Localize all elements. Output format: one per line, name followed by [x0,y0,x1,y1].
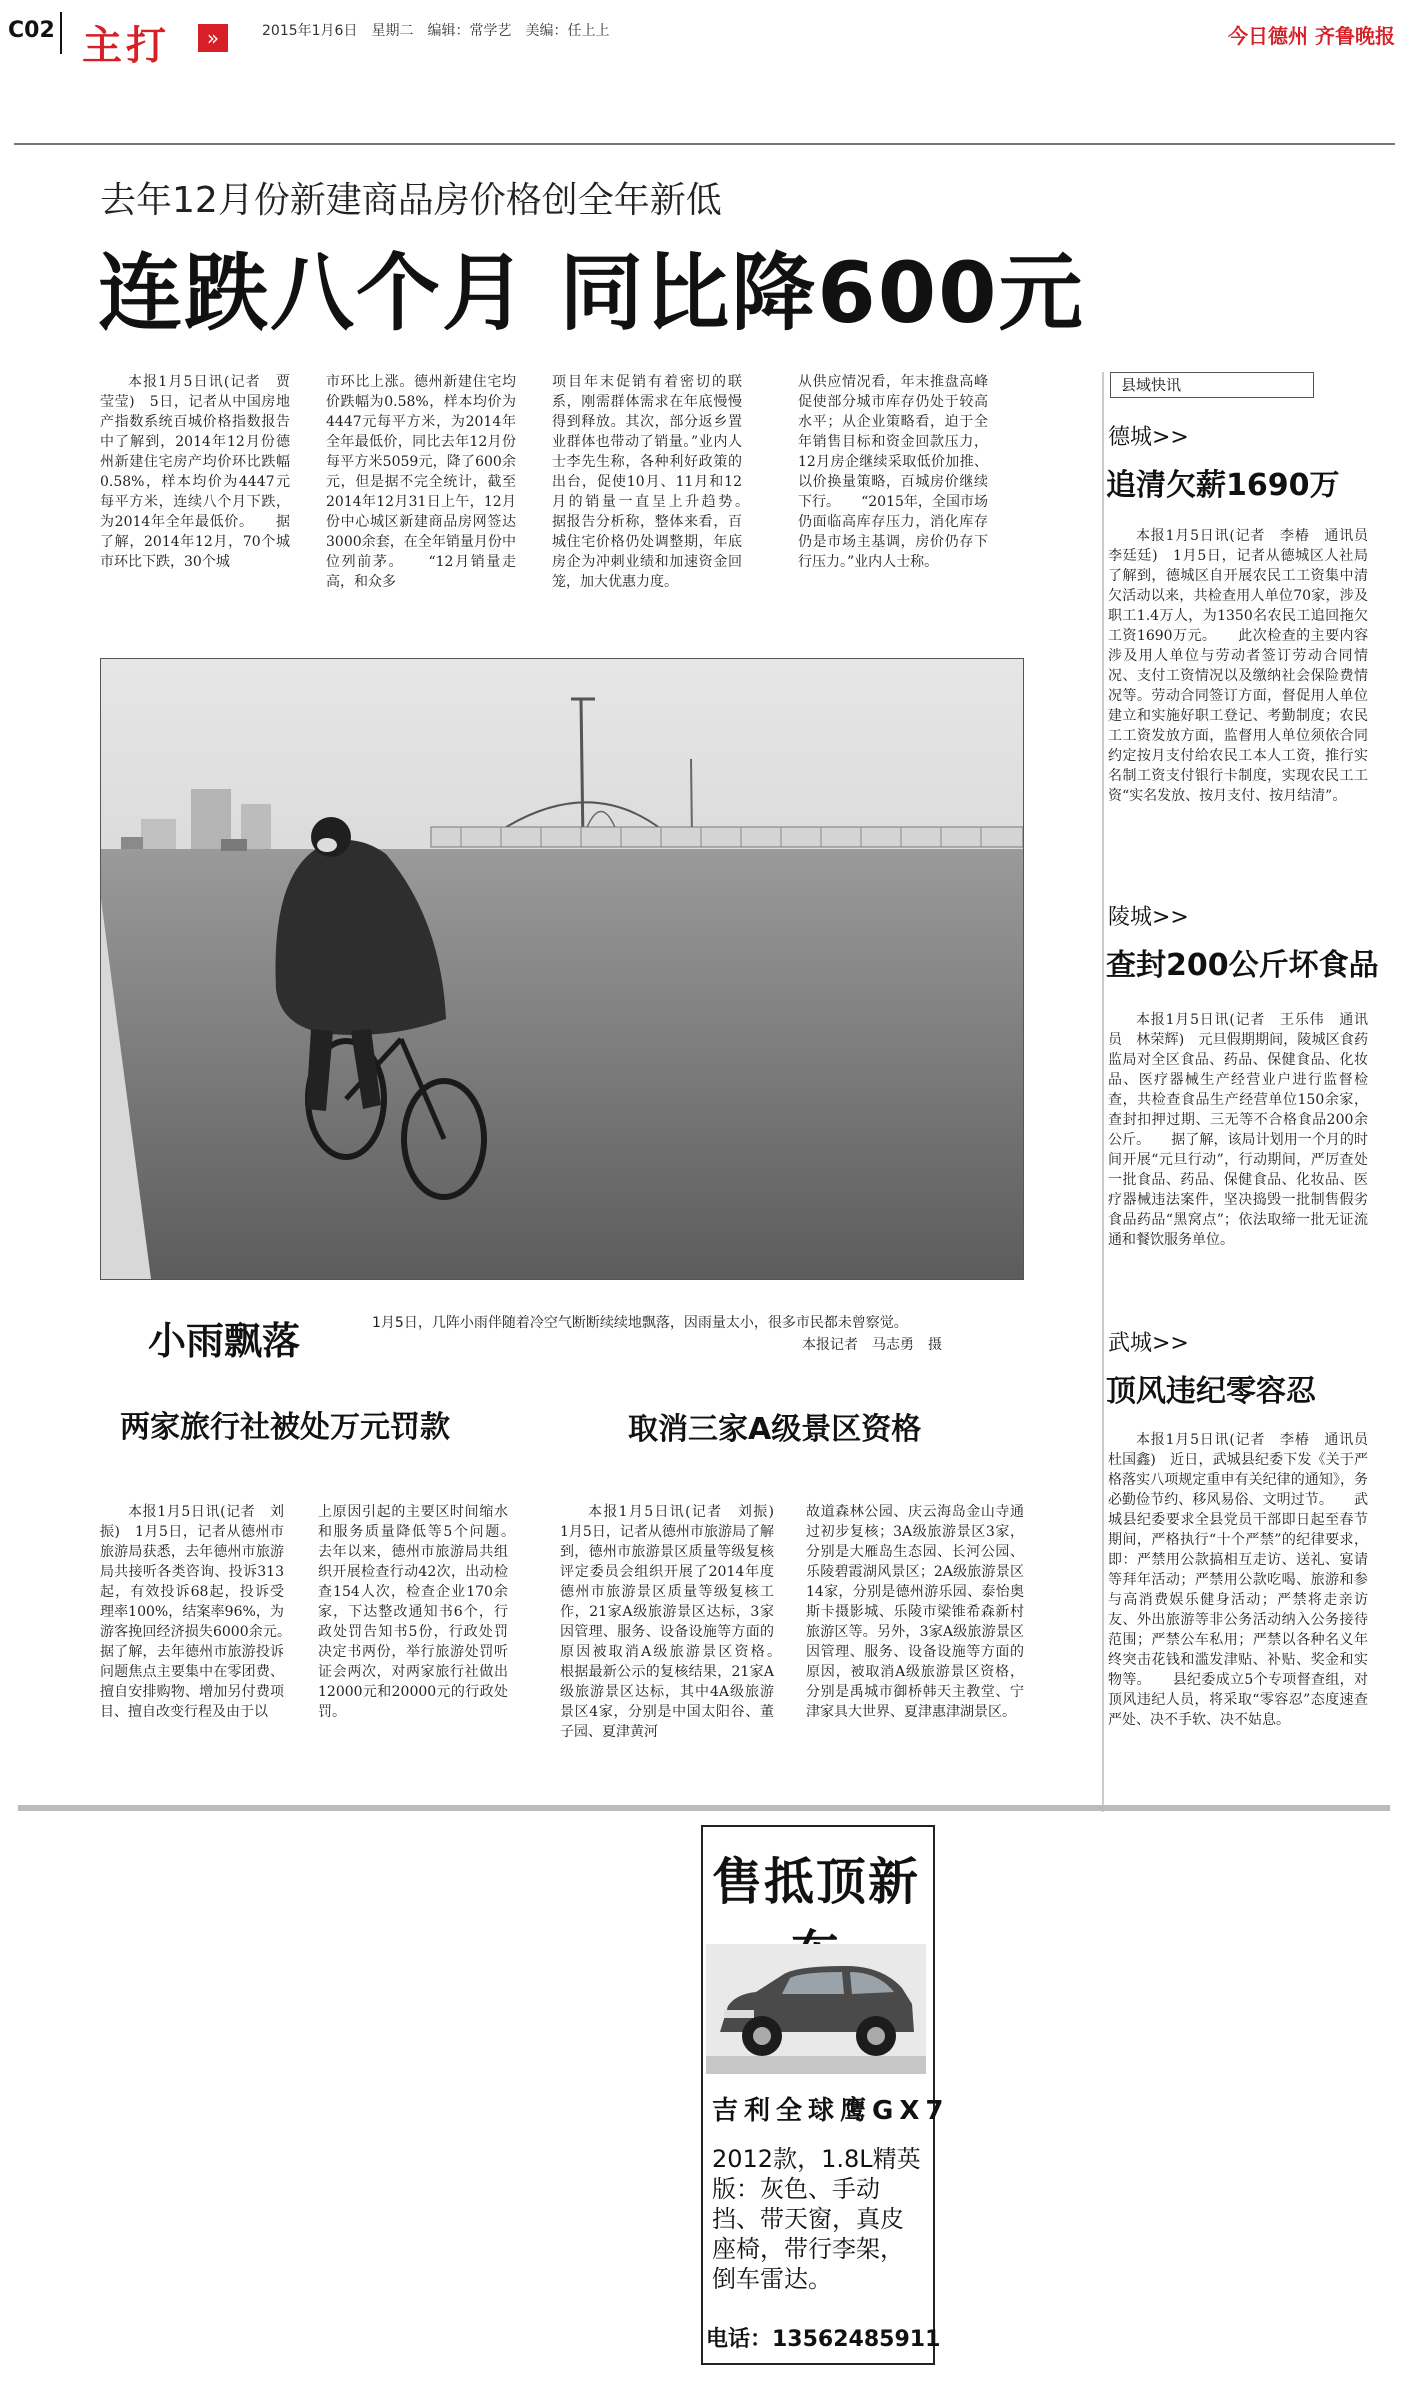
story2-column-2: 故道森林公园、庆云海岛金山寺通过初步复核；3A级旅游景区3家，分别是大雁岛生态园、长河公园、乐陵碧霞湖风景区；2A级旅游景区14家，分别是德州游乐园、泰怡奥斯卡摄影城、乐陵市梁锥希森新村旅游区等。另外，3家A级旅游景区因管理、服务、设备设施等方面的原因，被取消A级旅游景区资格，分别是禹城市御桥韩天主教堂、宁津家具大世界、夏津惠津湖景区。 [806,1504,1024,1720]
header-divider [60,12,62,54]
sidebar-body-2: 本报1月5日讯(记者 王乐伟 通讯员 林荣辉) 元旦假期期间，陵城区食药监局对全区食品、药品、保健食品、化妆品、医疗器械生产经营业户进行监督检查，共检查食品生产经营单位150余家，查封扣押过期、三无等不合格食品200余公斤。 据了解，该局计划用一个月的时间开展“元旦行动”，行动期间，严厉查处一批食品、药品、保健食品、化妆品、医疗器械违法案件，坚决捣毁一批制售假劣食品药品“黑窝点”；依法取缔一批无证流通和餐饮服务单位。 [1108,1012,1368,1248]
news-photo [100,658,1024,1280]
ad-model: 吉利全球鹰GX7 [712,2096,950,2126]
page-number: C02 [8,18,55,43]
story1-headline: 两家旅行社被处万元罚款 [120,1410,450,1445]
sidebar-headline-2: 查封200公斤坏食品 [1106,948,1379,983]
sidebar-body-1: 本报1月5日讯(记者 李椿 通讯员 李廷廷) 1月5日，记者从德城区人社局了解到，德城区自开展农民工工资集中清欠活动以来，共检查用人单位70家，涉及职工1.4万人，为1350名农民工追回拖欠工资1690万元。 此次检查的主要内容涉及用人单位与劳动者签订劳动合同情况、支付工资情况以及缴纳社会保险费情况等。劳动合同签订方面，督促用人单位建立和实施好职工登记、考勤制度；农民工工资发放方面，监督用人单位须依合同约定按月支付给农民工本人工资，推行实名制工资支付银行卡制度，实现农民工工资“实名发放、按月支付、按月结清”。 [1108,528,1382,804]
sidebar-headline-3: 顶风违纪零容忍 [1106,1374,1316,1409]
story2-column-1: 本报1月5日讯(记者 刘振) 1月5日，记者从德州市旅游局了解到，德州市旅游景区质量等级复核评定委员会组织开展了2014年度德州市旅游景区质量等级复核工作，21家A级旅游景区达标，3家因管理、服务、设备设施等方面的原因被取消A级旅游景区资格。 根据最新公示的复核结果，21家A级旅游景区达标，其中4A级旅游景区4家，分别是中国太阳谷、董子园、夏津黄河 [560,1504,802,1740]
photo-credit: 本报记者 马志勇 摄 [802,1337,942,1353]
sidebar-tag: 县域快讯 [1110,372,1314,398]
lead-kicker: 去年12月份新建商品房价格创全年新低 [100,180,722,221]
ad-title: 售抵顶新 [712,1853,920,1911]
car-image [706,1944,926,2074]
photo-caption-text: 1月5日，几阵小雨伴随着冷空气断断续续地飘落，因雨量太小，很多市民都未曾察觉。 [372,1315,908,1331]
sidebar-body-3: 本报1月5日讯(记者 李椿 通讯员 杜国鑫) 近日，武城县纪委下发《关于严格落实八项规定重申有关纪律的通知》，务必勤俭节约、移风易俗、文明过节。 武城县纪委要求全县党员干部即日起至春节期间，严格执行“十个严禁”的纪律要求，即：严禁用公款搞相互走访、送礼、宴请等拜年活动；严禁用公款吃喝、旅游和参与高消费娱乐健身活动；严禁将走亲访友、外出旅游等非公务活动纳入公务接待范围；严禁公车私用；严禁以各种名义年终突击花钱和滥发津贴、补贴、奖金和实物等。 县纪委成立5个专项督查组，对顶风违纪人员，将采取“零容忍”态度速查严处、决不手软、决不姑息。 [1108,1432,1382,1728]
header-rule [14,143,1395,145]
sidebar-divider [1102,372,1104,1812]
lead-column-2: 市环比上涨。德州新建住宅均价跌幅为0.58%，样本均价为4447元每平方米，为2014年全年最低价，同比去年12月份每平方米5059元，降了600余元，但是据不完全统计，截至2014年12月31日上午，12月份中心城区新建商品房网签达3000余套，在全年销量月份中位列前茅。 “12月销量走高，和众多 [326,374,516,590]
issue-meta: 2015年1月6日 星期二 编辑：常学艺 美编：任上上 [262,23,610,39]
sidebar-city-1: 德城>> [1108,425,1189,450]
story1-column-1: 本报1月5日讯(记者 刘振) 1月5日，记者从德州市旅游局获悉，去年德州市旅游局共接听各类咨询、投诉313起，有效投诉68起，投诉受理率100%，结案率96%，为游客挽回经济损失6000余元。 据了解，去年德州市旅游投诉问题焦点主要集中在零团费、擅自安排购物、增加另付费项目、擅自改变行程及由于以 [100,1504,312,1720]
lead-headline: 连跌八个月 同比降600元 [98,244,1085,342]
lead-column-1: 本报1月5日讯(记者 贾莹莹) 5日，记者从中国房地产指数系统百城价格指数报告中了解到，2014年12月份德州新建住宅房产均价环比跌幅0.58%，样本均价为4447元每平方米，连续八个月下跌，为2014年全年最低价。 据了解，2014年12月，70个城市环比下跌，30个城 [100,374,290,570]
sidebar-city-3: 武城>> [1108,1331,1189,1356]
newspaper-brand: 今日德州 齐鲁晚报 [1228,24,1395,48]
photo-caption [372,1312,982,1356]
photo-title: 小雨飘落 [148,1319,301,1363]
cyclist-in-rain-image [101,659,1023,1279]
ad-spec: 2012款，1.8L精英版：灰色、手动挡、带天窗，真皮座椅，带行李架，倒车雷达。 [712,2145,921,2293]
suv-icon [706,1944,926,2074]
sidebar-city-2: 陵城>> [1108,905,1189,930]
section-arrow-icon: » [198,24,228,52]
story1-column-2: 上原因引起的主要区时间缩水和服务质量降低等5个问题。 去年以来，德州市旅游局共组织开展检查行动42次，出动检查154人次，检查企业170余家，下达整改通知书6个，行政处罚告知书5份，行政处罚决定书两份，举行旅游处罚听证会两次，对两家旅行社做出12000元和20000元的行政处罚。 [318,1504,536,1720]
story2-headline: 取消三家A级景区资格 [628,1412,922,1447]
bottom-rule [18,1805,1390,1811]
lead-column-4: 从供应情况看，年末推盘高峰促使部分城市库存仍处于较高水平；从企业策略看，迫于全年销售目标和资金回款压力，12月房企继续采取低价加推、以价换量策略，百城房价继续下行。 “2015年，全国市场仍面临高库存压力，消化库存仍是市场主基调，房价仍存下行压力。”业内人士称。 [798,374,988,570]
lead-column-3: 项目年末促销有着密切的联系，刚需群体需求在年底慢慢得到释放。其次，部分返乡置业群体也带动了销量。”业内人士李先生称，各种利好政策的出台，促使10月、11月和12月的销量一直呈上升趋势。 据报告分析称，整体来看，百城住宅价格仍处调整期，年底房企为冲刺业绩和加速资金回笼，加大优惠力度。 [552,374,770,590]
section-title: 主打 [82,23,170,69]
ad-phone[interactable]: 电话：13562485911 [706,2327,941,2352]
sidebar-headline-1: 追清欠薪1690万 [1106,468,1340,503]
